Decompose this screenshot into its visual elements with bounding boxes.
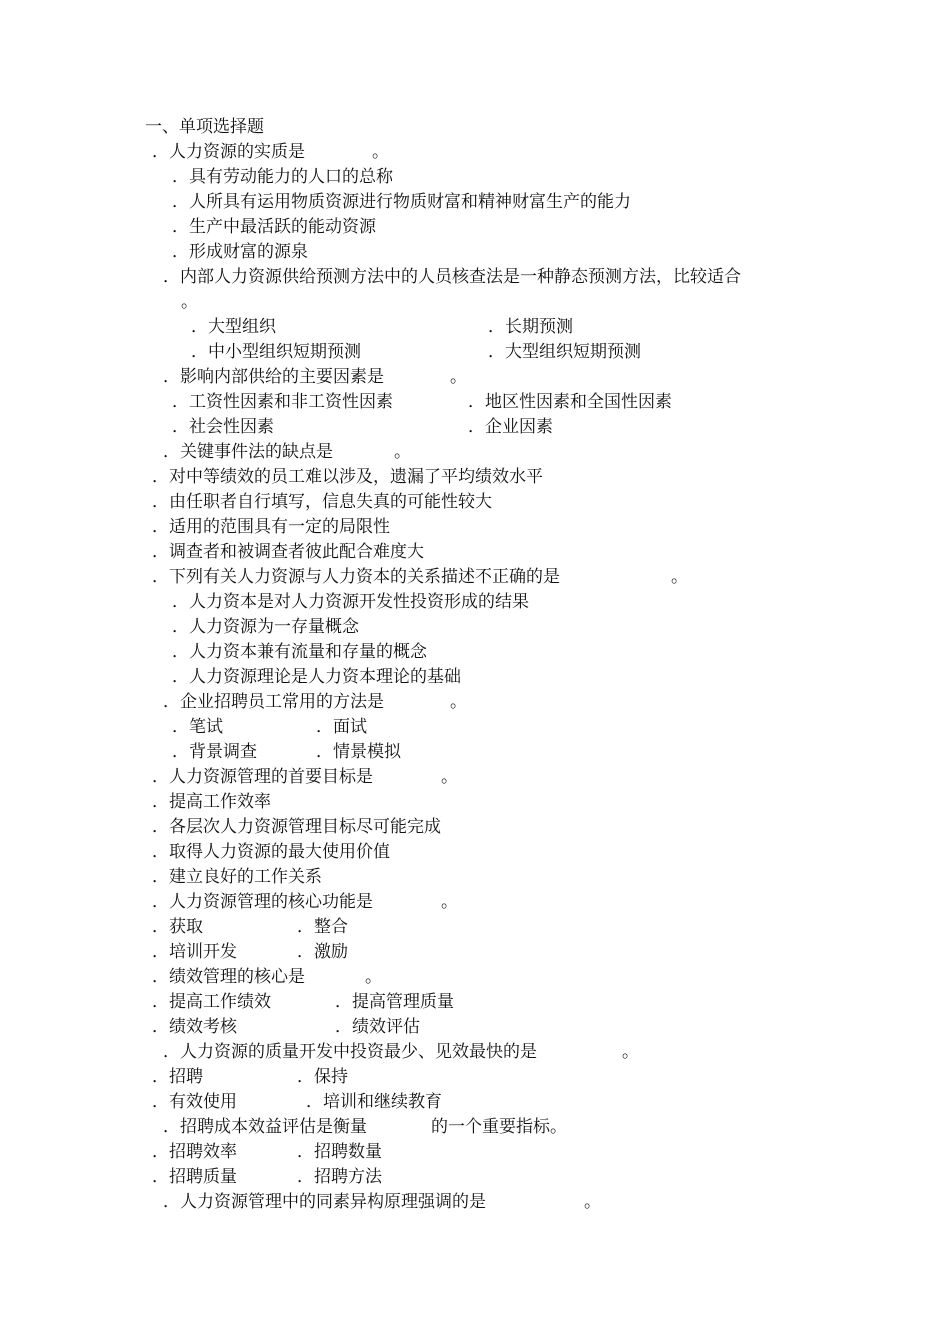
- question-2-stem: ．内部人力资源供给预测方法中的人员核查法是一种静态预测方法，比较适合: [163, 267, 741, 287]
- question-8-option-b: ．整合: [297, 917, 348, 937]
- question-8-option-a: ．获取: [152, 917, 203, 937]
- question-2-option-a: ．大型组织: [191, 317, 276, 337]
- question-10-option-d: ．培训和继续教育: [306, 1092, 442, 1112]
- question-6-blank-end: 。: [450, 692, 467, 712]
- question-11-option-c: ．招聘质量: [152, 1167, 237, 1187]
- question-8-option-c: ．培训开发: [152, 942, 237, 962]
- question-4-blank-end: 。: [394, 442, 411, 462]
- question-6-stem: ．企业招聘员工常用的方法是: [163, 692, 384, 712]
- question-9-stem: ．绩效管理的核心是: [152, 967, 305, 987]
- question-7-option-d: ．建立良好的工作关系: [152, 867, 322, 887]
- question-2-option-c: ．中小型组织短期预测: [191, 342, 361, 362]
- question-9-option-c: ．绩效考核: [152, 1017, 237, 1037]
- question-7-option-b: ．各层次人力资源管理目标尽可能完成: [152, 817, 441, 837]
- question-3-option-d: ．企业因素: [468, 417, 553, 437]
- section-title: 一、单项选择题: [145, 117, 264, 137]
- question-4-option-a: ．对中等绩效的员工难以涉及，遗漏了平均绩效水平: [152, 467, 543, 487]
- question-11-option-d: ．招聘方法: [297, 1167, 382, 1187]
- question-5-option-d: ．人力资源理论是人力资本理论的基础: [172, 667, 461, 687]
- question-11-stem-tail: 的一个重要指标。: [431, 1117, 567, 1137]
- question-9-option-a: ．提高工作绩效: [152, 992, 271, 1012]
- question-11-option-a: ．招聘效率: [152, 1142, 237, 1162]
- question-5-stem: ．下列有关人力资源与人力资本的关系描述不正确的是: [152, 567, 560, 587]
- question-3-option-a: ．工资性因素和非工资性因素: [172, 392, 393, 412]
- question-1-stem: ．人力资源的实质是: [152, 142, 305, 162]
- question-8-blank-end: 。: [441, 892, 458, 912]
- question-6-option-a: ．笔试: [172, 717, 223, 737]
- question-2-blank-end: 。: [181, 292, 198, 312]
- question-10-option-a: ．招聘: [152, 1067, 203, 1087]
- question-1-blank-end: 。: [372, 142, 389, 162]
- question-8-option-d: ．激励: [297, 942, 348, 962]
- question-12-stem: ．人力资源管理中的同素异构原理强调的是: [163, 1192, 486, 1212]
- question-5-blank-end: 。: [671, 567, 688, 587]
- question-4-option-c: ．适用的范围具有一定的局限性: [152, 517, 390, 537]
- question-5-option-b: ．人力资源为一存量概念: [172, 617, 359, 637]
- question-2-option-d: ．大型组织短期预测: [488, 342, 641, 362]
- question-10-stem: ．人力资源的质量开发中投资最少、见效最快的是: [163, 1042, 537, 1062]
- question-4-stem: ．关键事件法的缺点是: [163, 442, 333, 462]
- question-11-option-b: ．招聘数量: [297, 1142, 382, 1162]
- question-7-option-a: ．提高工作效率: [152, 792, 271, 812]
- question-12-blank-end: 。: [584, 1192, 601, 1212]
- question-9-option-d: ．绩效评估: [335, 1017, 420, 1037]
- question-1-option-d: ．形成财富的源泉: [172, 242, 308, 262]
- question-1-option-a: ．具有劳动能力的人口的总称: [172, 167, 393, 187]
- question-6-option-c: ．背景调查: [172, 742, 257, 762]
- question-10-option-b: ．保持: [297, 1067, 348, 1087]
- question-3-blank-end: 。: [450, 367, 467, 387]
- question-3-option-c: ．社会性因素: [172, 417, 274, 437]
- question-7-option-c: ．取得人力资源的最大使用价值: [152, 842, 390, 862]
- question-9-option-b: ．提高管理质量: [335, 992, 454, 1012]
- question-6-option-d: ．情景模拟: [316, 742, 401, 762]
- question-11-stem: ．招聘成本效益评估是衡量: [163, 1117, 367, 1137]
- question-6-option-b: ．面试: [316, 717, 367, 737]
- question-1-option-c: ．生产中最活跃的能动资源: [172, 217, 376, 237]
- question-3-option-b: ．地区性因素和全国性因素: [468, 392, 672, 412]
- question-9-blank-end: 。: [365, 967, 382, 987]
- question-1-option-b: ．人所具有运用物质资源进行物质财富和精神财富生产的能力: [172, 192, 631, 212]
- question-7-stem: ．人力资源管理的首要目标是: [152, 767, 373, 787]
- question-2-option-b: ．长期预测: [488, 317, 573, 337]
- question-10-option-c: ．有效使用: [152, 1092, 237, 1112]
- question-4-option-d: ．调查者和被调查者彼此配合难度大: [152, 542, 424, 562]
- question-5-option-a: ．人力资本是对人力资源开发性投资形成的结果: [172, 592, 529, 612]
- question-3-stem: ．影响内部供给的主要因素是: [163, 367, 384, 387]
- question-5-option-c: ．人力资本兼有流量和存量的概念: [172, 642, 427, 662]
- question-10-blank-end: 。: [622, 1042, 639, 1062]
- question-8-stem: ．人力资源管理的核心功能是: [152, 892, 373, 912]
- question-4-option-b: ．由任职者自行填写，信息失真的可能性较大: [152, 492, 492, 512]
- question-7-blank-end: 。: [441, 767, 458, 787]
